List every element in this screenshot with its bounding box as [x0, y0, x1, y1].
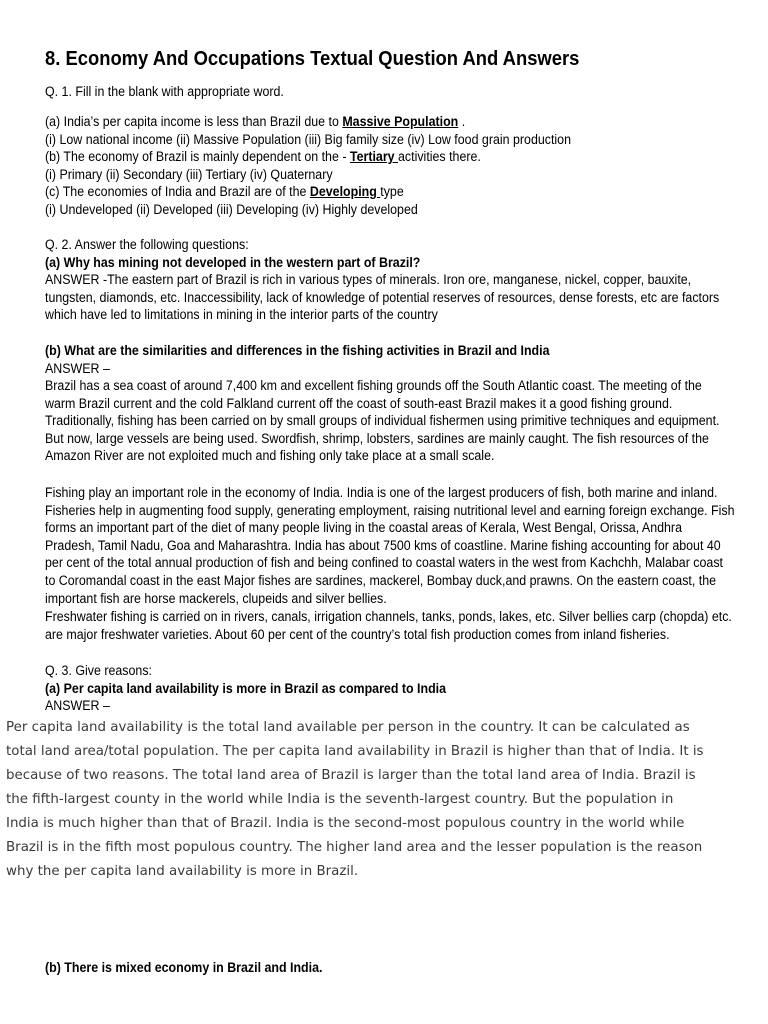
q1-heading: Q. 1. Fill in the blank with appropriate word. [45, 84, 284, 99]
q1-c-pre: (c) The economies of India and Brazil are of the [45, 184, 310, 199]
q1-b-statement [45, 148, 481, 166]
q2-b-question: (b) What are the similarities and differences in the fishing activities in Brazil and India [45, 343, 550, 358]
q1-a-answer: Massive Population [342, 114, 459, 129]
q2-b-brazil-paragraph: Brazil has a sea coast of around 7,400 km and excellent fishing grounds off the South Atlantic coast. The meeting of the warm Brazil current and the cold Falkland current off the coast of south-east Brazil makes it a good fishing ground. Traditionally, fishing has been carried on by small groups of individual fishermen using primitive techniques and equipment. But now, large vessels are being used. Swordfish, shrimp, lobsters, sardines are mainly caught. The fish resources of the Amazon River are not exploited much and fishing only take place at a small scale. [45, 378, 720, 464]
q1-a-post: . [458, 114, 466, 129]
q1-b-post: activities there. [398, 149, 481, 164]
q3-b-question: (b) There is mixed economy in Brazil and India. [45, 960, 323, 975]
q3-heading: Q. 3. Give reasons: [45, 663, 153, 678]
q1-a-options: (i) Low national income (ii) Massive Population (iii) Big family size (iv) Low food grain production [45, 131, 571, 147]
q1-c-answer: Developing [309, 184, 381, 199]
page-title: 8. Economy And Occupations Textual Question And Answers [45, 48, 580, 70]
q3-a-question: (a) Per capita land availability is more in Brazil as compared to India [45, 680, 447, 696]
q3-a-answer-label: ANSWER – [45, 698, 110, 713]
q2-b-answer-label: ANSWER – [45, 360, 110, 376]
q2-heading: Q. 2. Answer the following questions: [45, 237, 249, 252]
q2-a-question: (a) Why has mining not developed in the western part of Brazil? [45, 254, 421, 270]
q3-a-answer: Per capita land availability is the total land available per person in the country. It can be calculated as total land area/total population. The per capita land availability in Brazil is higher than that of India. It is because of two reasons. The total land area of Brazil is larger than the total land area of India. Brazil is the fifth-largest county in the world while India is the seventh-largest country. But the population in India is much higher than that of Brazil. India is the second-most populous country in the world while Brazil is in the fifth most populous country. The higher land area and the lesser population is the reason why the per capita land availability is more in Brazil. [6, 720, 704, 879]
q1-a-statement [45, 113, 465, 131]
q2-a-answer: ANSWER -The eastern part of Brazil is rich in various types of minerals. Iron ore, manganese, nickel, copper, bauxite, tungsten, diamonds, etc. Inaccessibility, lack of knowledge of potential reserves of resources, dense forests, etc are factors which have led to limitations in mining in the interior parts of the country [45, 272, 720, 323]
q1-a-pre: (a) India’s per capita income is less than Brazil due to [45, 114, 343, 129]
q2-b-india-paragraph: Fishing play an important role in the economy of India. India is one of the largest producers of fish, both marine and inland. Fisheries help in augmenting food supply, generating employment, raising nutritional level and earning foreign exchange. Fish forms an important part of the diet of many people living in the coastal areas of Kerala, West Bengal, Orissa, Andhra Pradesh, Tamil Nadu, Goa and Maharashtra. India has about 7500 kms of coastline. Marine fishing accounting for about 40 per cent of the total annual production of fish and being confined to coastal waters in the west from Kachchh, Malabar coast to Coromandal coast in the east Major fishes are sardines, mackerel, Bombay duck,and prawns. On the eastern coast, the important fish are horse mackerels, clupeids and silver bellies. [45, 485, 735, 606]
q1-b-options: (i) Primary (ii) Secondary (iii) Tertiary (iv) Quaternary [45, 166, 333, 182]
q1-b-answer: Tertiary [349, 149, 399, 164]
q1-b-pre: (b) The economy of Brazil is mainly dependent on the - [45, 149, 350, 164]
q1-c-options: (i) Undeveloped (ii) Developed (iii) Developing (iv) Highly developed [45, 201, 418, 217]
q1-c-statement [45, 183, 404, 201]
q2-b-freshwater-paragraph: Freshwater fishing is carried on in rivers, canals, irrigation channels, tanks, ponds, lakes, etc. Silver bellies carp (chopda) etc. are major freshwater varieties. About 60 per cent of the country’s total fish production comes from inland fisheries. [45, 609, 732, 642]
q1-c-post: type [380, 184, 404, 199]
